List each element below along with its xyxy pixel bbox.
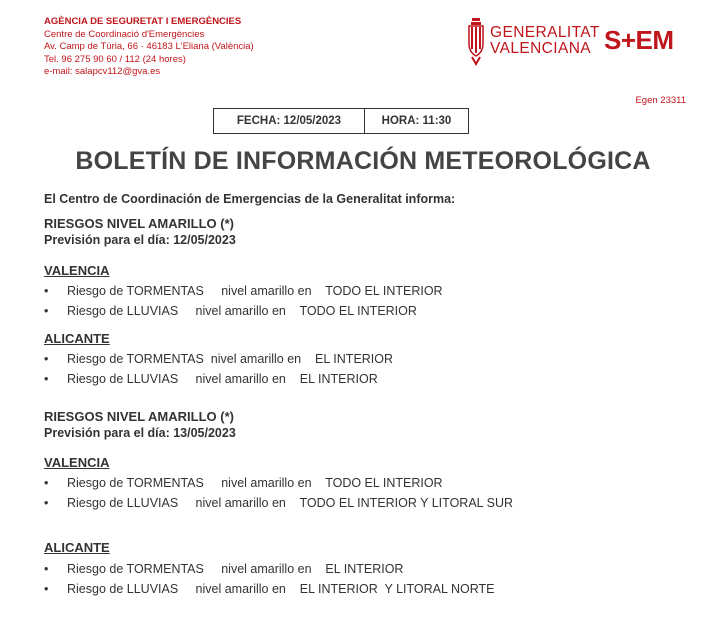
bullet-icon: • xyxy=(44,304,49,318)
risk-text: Riesgo de LLUVIAS nivel amarillo en TODO EL INTERIOR Y LITORAL SUR xyxy=(67,496,514,510)
region-heading-valencia: VALENCIA xyxy=(44,455,110,470)
bullet-icon: • xyxy=(44,372,49,386)
generalitat-logo-text xyxy=(490,25,600,57)
risk-text: Riesgo de LLUVIAS nivel amarillo en EL INTERIOR xyxy=(67,372,378,386)
document-reference: Egen 23311 xyxy=(635,95,686,106)
list-item xyxy=(44,304,417,318)
list-item xyxy=(44,562,403,576)
agency-phone: Tel. 96 275 90 60 / 112 (24 hores) xyxy=(44,53,186,65)
region-heading-valencia: VALENCIA xyxy=(44,263,110,278)
list-item xyxy=(44,476,443,490)
bulletin-title: BOLETÍN DE INFORMACIÓN METEOROLÓGICA xyxy=(75,147,651,175)
risk-section-1 xyxy=(44,215,236,249)
list-item xyxy=(44,372,378,386)
bullet-icon: • xyxy=(44,284,49,298)
generalitat-emblem-icon xyxy=(466,16,486,66)
date-time-box xyxy=(213,108,469,134)
logo-text-line1: GENERALITAT xyxy=(490,24,600,41)
agency-contact-block xyxy=(44,16,254,79)
agency-email: e-mail: salapcv112@gva.es xyxy=(44,66,161,78)
bullet-icon: • xyxy=(44,476,49,490)
risk-text: Riesgo de LLUVIAS nivel amarillo en EL INTERIOR Y LITORAL NORTE xyxy=(67,582,495,596)
risk-text: Riesgo de TORMENTAS nivel amarillo en TODO EL INTERIOR xyxy=(67,476,443,490)
bullet-icon: • xyxy=(44,496,49,510)
list-item xyxy=(44,352,393,366)
sem-logo: S+EM xyxy=(604,25,674,55)
list-item xyxy=(44,582,494,596)
forecast-date: Previsión para el día: 13/05/2023 xyxy=(44,426,236,440)
intro-text: El Centro de Coordinación de Emergencias de la Generalitat informa: xyxy=(44,192,456,206)
risk-heading: RIESGOS NIVEL AMARILLO (*) xyxy=(44,216,234,231)
risk-section-2 xyxy=(44,408,236,442)
list-item xyxy=(44,496,513,510)
agency-center: Centre de Coordinació d'Emergències xyxy=(44,28,205,40)
bullet-icon: • xyxy=(44,582,49,596)
agency-address: Av. Camp de Túria, 66 · 46183 L'Eliana (València) xyxy=(44,41,254,53)
risk-heading: RIESGOS NIVEL AMARILLO (*) xyxy=(44,409,234,424)
region-heading-alicante: ALICANTE xyxy=(44,540,110,555)
risk-text: Riesgo de TORMENTAS nivel amarillo en TODO EL INTERIOR xyxy=(67,284,443,298)
bullet-icon: • xyxy=(44,562,49,576)
risk-text: Riesgo de LLUVIAS nivel amarillo en TODO EL INTERIOR xyxy=(67,304,417,318)
list-item xyxy=(44,284,443,298)
region-heading-alicante: ALICANTE xyxy=(44,331,110,346)
risk-text: Riesgo de TORMENTAS nivel amarillo en EL INTERIOR xyxy=(67,562,404,576)
risk-text: Riesgo de TORMENTAS nivel amarillo en EL INTERIOR xyxy=(67,352,394,366)
date-cell: FECHA: 12/05/2023 xyxy=(214,109,365,133)
bullet-icon: • xyxy=(44,352,49,366)
logo-text-line2: VALENCIANA xyxy=(490,40,592,57)
time-cell: HORA: 11:30 xyxy=(381,115,452,127)
agency-name: AGÈNCIA DE SEGURETAT I EMERGÈNCIES xyxy=(44,16,242,27)
forecast-date: Previsión para el día: 12/05/2023 xyxy=(44,233,236,247)
